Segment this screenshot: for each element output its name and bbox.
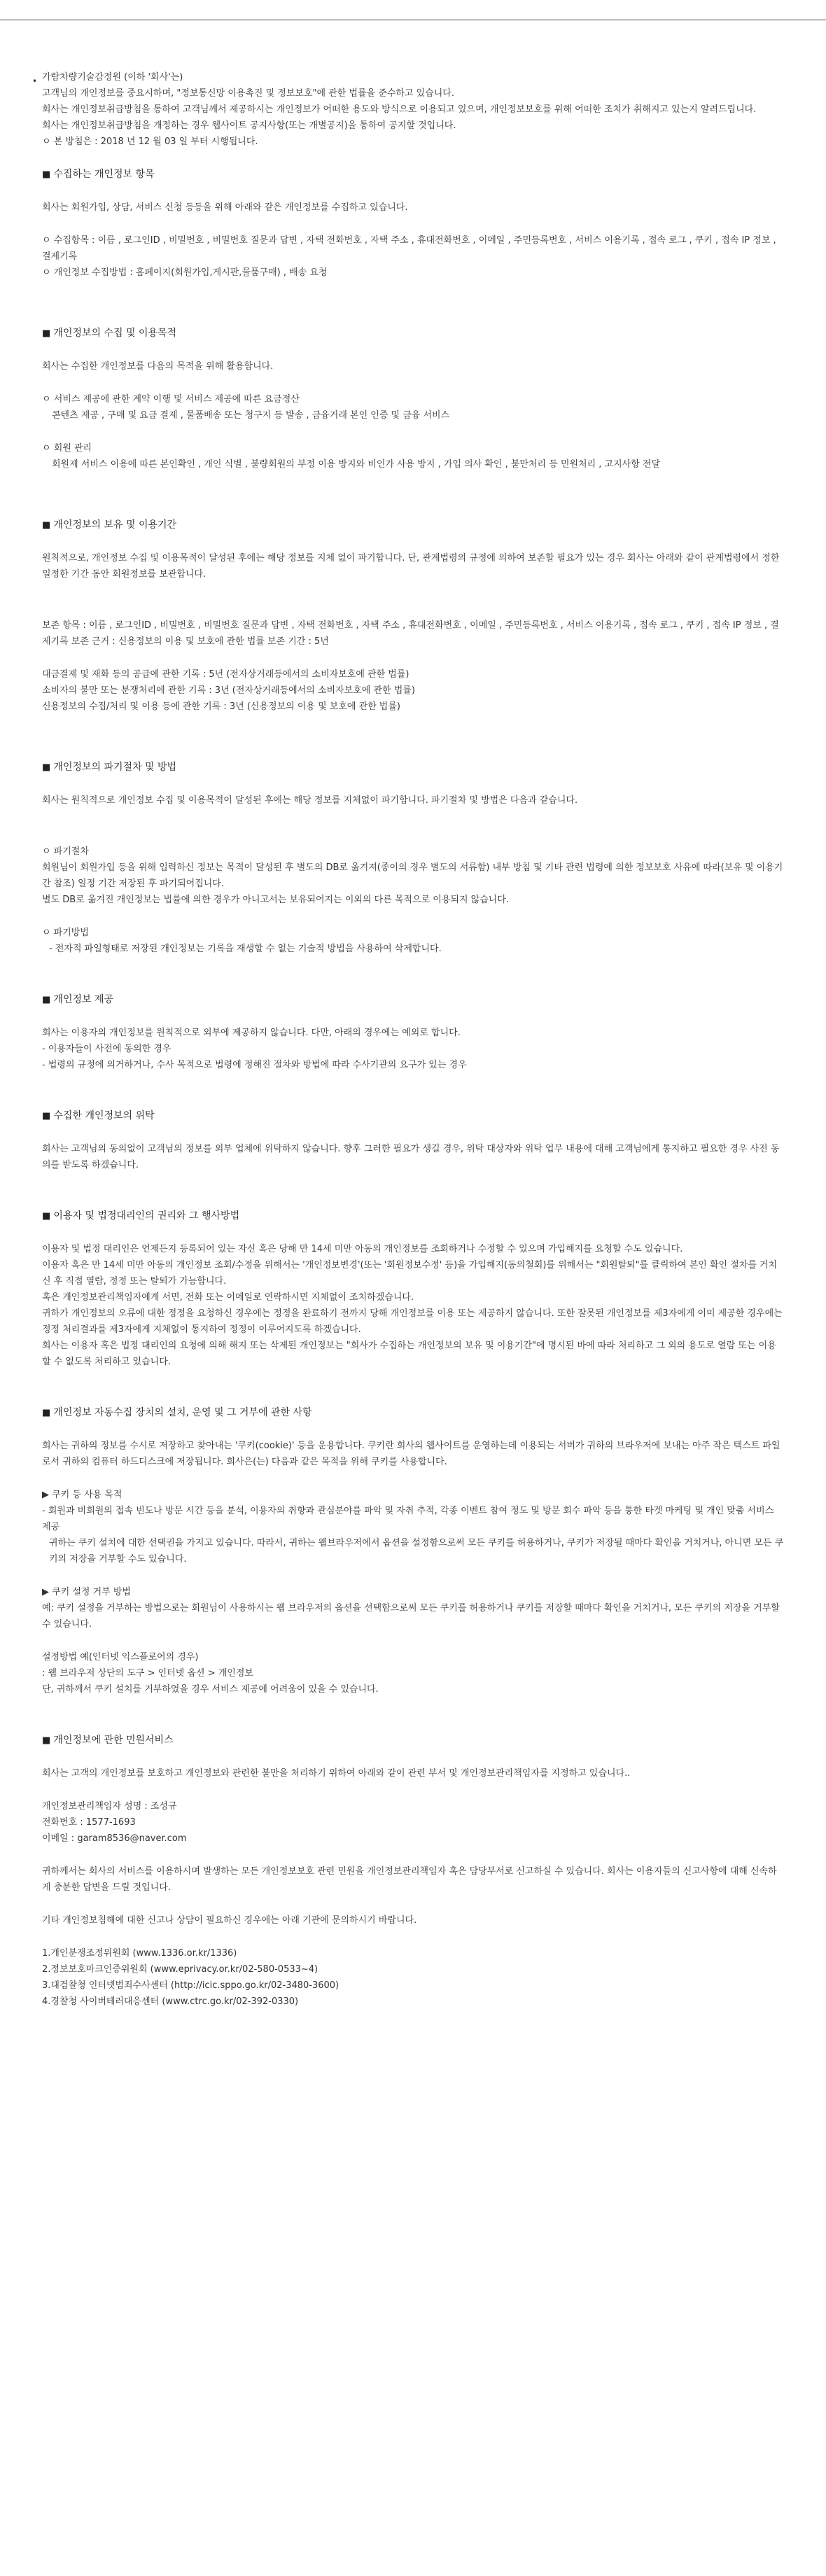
law-item: 소비자의 불만 또는 분쟁처리에 관한 기록 : 3년 (전자상거래등에서의 소비자보호에 관한 법률) — [42, 685, 415, 696]
section-text: 귀하께서는 회사의 서비스를 이용하시며 발생하는 모든 개인정보보호 관련 민원을 개인정보관리책임자 혹은 담당부서로 신고하실 수 있습니다. 회사는 이용자들의 신고사항에 대해 신속하게 충분한 답변을 드릴 것입니다. — [42, 1866, 777, 1893]
section-collected-items — [42, 167, 784, 281]
subsection-body: 귀하는 쿠키 설치에 대한 선택권을 가지고 있습니다. 따라서, 귀하는 웹브라우저에서 옵션을 설정함으로써 모든 쿠키를 허용하거나, 쿠키가 저장될 때마다 확인을 거치거나, 아니면 모든 쿠키의 저장을 거부할 수도 있습니다. — [49, 1538, 784, 1564]
section-text: 기타 개인정보침해에 대한 신고나 상담이 필요하신 경우에는 아래 기관에 문의하시기 바랍니다. — [42, 1915, 417, 1926]
section-text: 회사는 원칙적으로 개인정보 수집 및 이용목적이 달성된 후에는 해당 정보를 지체없이 파기합니다. 파기절차 및 방법은 다음과 같습니다. — [42, 795, 578, 806]
section-text: 회사는 고객의 개인정보를 보호하고 개인정보와 관련한 불만을 처리하기 위하여 아래와 같이 관련 부서 및 개인정보관리책임자를 지정하고 있습니다.. — [42, 1768, 631, 1779]
subsection-body: 콘텐츠 제공 , 구매 및 요금 결제 , 물품배송 또는 청구지 등 발송 , 금융거래 본인 인증 및 금융 서비스 — [52, 410, 450, 421]
subsection-body: 별도 DB로 옮겨진 개인정보는 법률에 의한 경우가 아니고서는 보유되어지는 이외의 다른 목적으로 이용되지 않습니다. — [42, 895, 510, 905]
list-item: - 이용자들이 사전에 동의한 경우 — [42, 1044, 172, 1054]
law-item: 신용정보의 수집/처리 및 이용 등에 관한 기록 : 3년 (신용정보의 이용 및 보호에 관한 법률) — [42, 701, 400, 712]
section-user-rights — [42, 1208, 784, 1370]
settings-line: : 웹 브라우저 상단의 도구 > 인터넷 옵션 > 개인정보 — [42, 1668, 253, 1679]
section-text: 회사는 회원가입, 상담, 서비스 신청 등등을 위해 아래와 같은 개인정보를 수집하고 있습니다. — [42, 202, 408, 213]
subsection-head: ㅇ 회원 관리 — [42, 443, 92, 454]
section-text: 귀하가 개인정보의 오류에 대한 정정을 요청하신 경우에는 정정을 완료하기 전까지 당해 개인정보를 이용 또는 제공하지 않습니다. 또한 잘못된 개인정보를 제3자에게 이미 제공한 경우에는 정정 처리결과를 제3자에게 지체없이 통지하여 정정이 이루어지도록 하겠습니다. — [42, 1308, 783, 1335]
section-complaints — [42, 1732, 784, 2010]
section-cookies — [42, 1405, 784, 1698]
agency-item: 3.대검찰청 인터넷범죄수사센터 (http://icic.sppo.go.kr/02-3480-3600) — [42, 1980, 340, 1991]
intro-line: 고객님의 개인정보를 중요시하며, "정보통신망 이용촉진 및 정보보호"에 관한 법률을 준수하고 있습니다. — [42, 88, 454, 99]
section-title: ■ 개인정보의 보유 및 이용기간 — [42, 517, 784, 533]
section-text: 회사는 수집한 개인정보를 다음의 목적을 위해 활용합니다. — [42, 361, 274, 372]
contact-name: 개인정보관리책임자 성명 : 조성규 — [42, 1801, 177, 1812]
settings-line: 단, 귀하께서 쿠키 설치를 거부하였을 경우 서비스 제공에 어려움이 있을 수 있습니다. — [42, 1684, 379, 1695]
section-title: ■ 수집한 개인정보의 위탁 — [42, 1108, 784, 1124]
effective-date: ㅇ 본 방침은 : 2018 년 12 월 03 일 부터 시행됩니다. — [42, 136, 258, 147]
list-item: ㅇ 수집항목 : 이름 , 로그인ID , 비밀번호 , 비밀번호 질문과 답변 , 자택 전화번호 , 자택 주소 , 휴대전화번호 , 이메일 , 주민등록번호 , 서비스 이용기록 , 접속 로그 , 쿠키 , 접속 IP 정보 , 결제기록 — [42, 235, 776, 262]
section-text: 혹은 개인정보관리책임자에게 서면, 전화 또는 이메일로 연락하시면 지체없이 조치하겠습니다. — [42, 1292, 414, 1303]
subsection-body: - 회원과 비회원의 접속 빈도나 방문 시간 등을 분석, 이용자의 취향과 관심분야를 파악 및 자취 추적, 각종 이벤트 참여 정도 및 방문 회수 파악 등을 통한 타겟 마케팅 및 개인 맞춤 서비스 제공 — [42, 1506, 774, 1532]
law-item: 대금결제 및 재화 등의 공급에 관한 기록 : 5년 (전자상거래등에서의 소비자보호에 관한 법률) — [42, 669, 410, 680]
subsection-head: ㅇ 서비스 제공에 관한 계약 이행 및 서비스 제공에 따른 요금정산 — [42, 394, 300, 405]
settings-line: 설정방법 예(인터넷 익스플로어의 경우) — [42, 1652, 199, 1662]
subsection-body: 회원제 서비스 이용에 따른 본인확인 , 개인 식별 , 불량회원의 부정 이용 방지와 비인가 사용 방지 , 가입 의사 확인 , 불만처리 등 민원처리 , 고지사항 전달 — [52, 459, 661, 470]
section-text: 회사는 이용자 혹은 법정 대리인의 요청에 의해 해지 또는 삭제된 개인정보는 "회사가 수집하는 개인정보의 보유 및 이용기간"에 명시된 바에 따라 처리하고 그 외의 용도로 열람 또는 이용할 수 없도록 처리하고 있습니다. — [42, 1340, 776, 1367]
intro-line: 회사는 개인정보취급방침을 통하여 고객님께서 제공하시는 개인정보가 어떠한 용도와 방식으로 이용되고 있으며, 개인정보보호를 위해 어떠한 조치가 취해지고 있는지 알려드립니다. — [42, 104, 757, 115]
section-text: 회사는 고객님의 동의없이 고객님의 정보를 외부 업체에 위탁하지 않습니다. 향후 그러한 필요가 생길 경우, 위탁 대상자와 위탁 업무 내용에 대해 고객님에게 통지하고 필요한 경우 사전 동의를 받도록 하겠습니다. — [42, 1144, 780, 1170]
section-title: ■ 수집하는 개인정보 항목 — [42, 167, 784, 183]
privacy-policy-document — [0, 20, 826, 2010]
contact-email: 이메일 : garam8536@naver.com — [42, 1833, 187, 1844]
agency-item: 4.경찰청 사이버테러대응센터 (www.ctrc.go.kr/02-392-0330) — [42, 1996, 299, 2007]
subsection-head: ㅇ 파기방법 — [42, 927, 89, 938]
top-border — [0, 0, 826, 20]
section-title: ■ 개인정보의 수집 및 이용목적 — [42, 326, 784, 342]
section-title: ■ 개인정보 제공 — [42, 992, 784, 1008]
section-text: 이용자 혹은 만 14세 미만 아동의 개인정보 조회/수정을 위해서는 '개인정보변경'(또는 '회원정보수정' 등)을 가입해지(동의철회)를 위해서는 "회원탈퇴"를 클릭하여 본인 확인 절차를 거치신 후 직접 열람, 정정 또는 탈퇴가 가능합니다. — [42, 1260, 778, 1287]
section-text: 이용자 및 법정 대리인은 언제든지 등록되어 있는 자신 혹은 당해 만 14세 미만 아동의 개인정보를 조회하거나 수정할 수 있으며 가입해지를 요청할 수도 있습니다. — [42, 1244, 683, 1254]
list-item: - 법령의 규정에 의거하거나, 수사 목적으로 법령에 정해진 절차와 방법에 따라 수사기관의 요구가 있는 경우 — [42, 1060, 467, 1070]
section-text: 회사는 귀하의 정보를 수시로 저장하고 찾아내는 '쿠키(cookie)' 등을 운용합니다. 쿠키란 회사의 웹사이트를 운영하는데 이용되는 서버가 귀하의 브라우저에 보내는 아주 작은 텍스트 파일로서 귀하의 컴퓨터 하드디스크에 저장됩니다. 회사은(는) 다음과 같은 목적을 위해 쿠키를 사용합니다. — [42, 1441, 780, 1467]
section-purpose — [42, 326, 784, 472]
intro-line: 가람차량기술감정원 (이하 '회사'는) — [42, 72, 183, 83]
section-text: 회사는 이용자의 개인정보를 원칙적으로 외부에 제공하지 않습니다. 다만, 아래의 경우에는 예외로 합니다. — [42, 1028, 461, 1038]
intro-line: 회사는 개인정보취급방침을 개정하는 경우 웹사이트 공지사항(또는 개별공지)을 통하여 공지할 것입니다. — [42, 120, 456, 131]
retention-items: 보존 항목 : 이름 , 로그인ID , 비밀번호 , 비밀번호 질문과 답변 , 자택 전화번호 , 자택 주소 , 휴대전화번호 , 이메일 , 주민등록번호 , 서비스 이용기록 , 접속 로그 , 쿠키 , 접속 IP 정보 , 결제기록 보존 근거 : 신용정보의 이용 및 보호에 관한 법률 보존 기간 : 5년 — [42, 620, 779, 647]
subsection-head: ㅇ 파기절차 — [42, 846, 89, 857]
agency-item: 2.정보보호마크인증위원회 (www.eprivacy.or.kr/02-580-0533~4) — [42, 1964, 318, 1975]
subsection-head: ▶ 쿠키 등 사용 목적 — [42, 1490, 122, 1500]
section-provision — [42, 992, 784, 1073]
agency-item: 1.개인분쟁조정위원회 (www.1336.or.kr/1336) — [42, 1948, 237, 1959]
intro-section — [42, 69, 784, 150]
section-title: ■ 개인정보에 관한 민원서비스 — [42, 1732, 784, 1749]
subsection-body: - 전자적 파일형태로 저장된 개인정보는 기록을 재생할 수 없는 기술적 방법을 사용하여 삭제합니다. — [49, 944, 442, 954]
subsection-body: 회원님이 회원가입 등을 위해 입력하신 정보는 목적이 달성된 후 별도의 DB로 옮겨져(종이의 경우 별도의 서류함) 내부 방침 및 기타 관련 법령에 의한 정보보호 사유에 따라(보유 및 이용기간 참조) 일정 기간 저장된 후 파기되어집니다. — [42, 862, 783, 889]
section-title: ■ 이용자 및 법정대리인의 권리와 그 행사방법 — [42, 1208, 784, 1224]
section-destruction — [42, 760, 784, 957]
contact-phone: 전화번호 : 1577-1693 — [42, 1817, 136, 1828]
subsection-body: 예: 쿠키 설정을 거부하는 방법으로는 회원님이 사용하시는 웹 브라우저의 옵션을 선택함으로써 모든 쿠키를 허용하거나 쿠키를 저장할 때마다 확인을 거치거나, 모든 쿠키의 저장을 거부할 수 있습니다. — [42, 1603, 780, 1630]
section-text: 원칙적으로, 개인정보 수집 및 이용목적이 달성된 후에는 해당 정보를 지체 없이 파기합니다. 단, 관계법령의 규정에 의하여 보존할 필요가 있는 경우 회사는 아래와 같이 관계법령에서 정한 일정한 기간 동안 회원정보를 보관합니다. — [42, 553, 780, 580]
section-outsourcing — [42, 1108, 784, 1173]
bullet-dot: • — [32, 76, 38, 86]
list-item: ㅇ 개인정보 수집방법 : 홈페이지(회원가입,게시판,물품구매) , 배송 요청 — [42, 267, 328, 278]
section-title: ■ 개인정보의 파기절차 및 방법 — [42, 760, 784, 776]
section-title: ■ 개인정보 자동수집 장치의 설치, 운영 및 그 거부에 관한 사항 — [42, 1405, 784, 1421]
section-retention — [42, 517, 784, 715]
subsection-head: ▶ 쿠키 설정 거부 방법 — [42, 1587, 131, 1597]
